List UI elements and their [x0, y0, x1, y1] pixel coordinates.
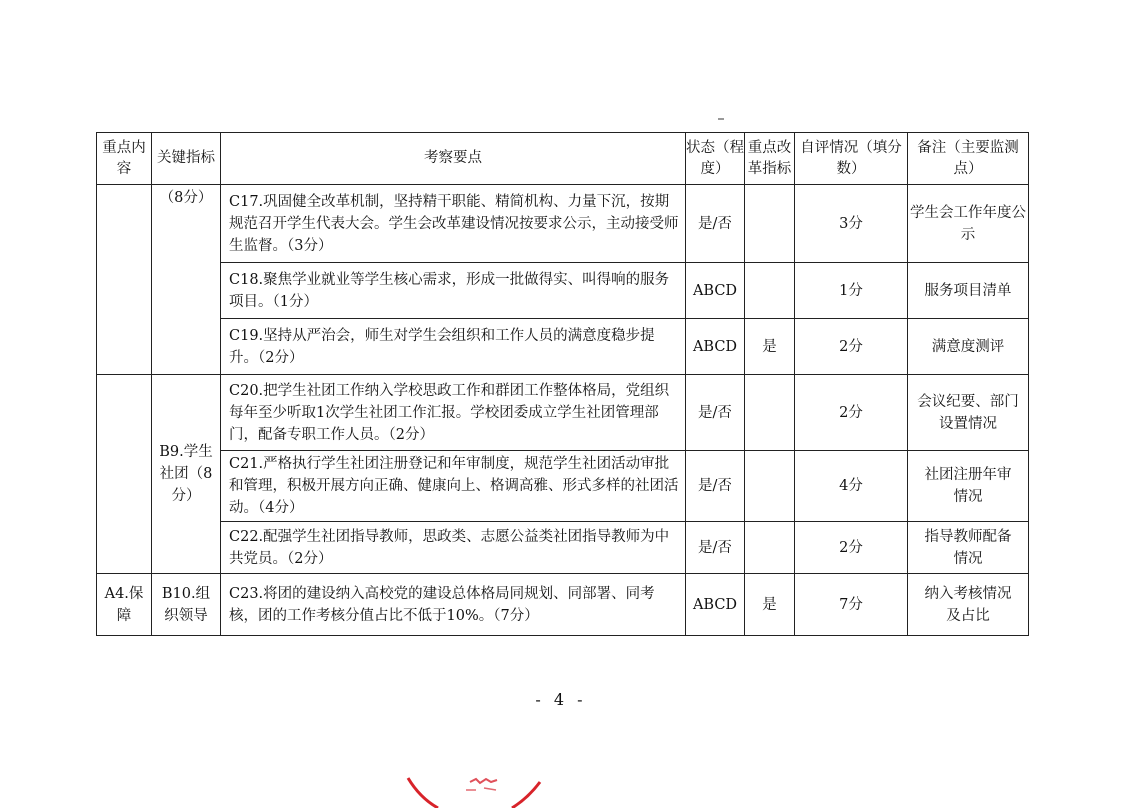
reform-cell — [745, 375, 795, 451]
check-point-text: C19.坚持从严治会，师生对学生会组织和工作人员的满意度稳步提升。（2分） — [221, 319, 686, 375]
score-cell: 2分 — [795, 522, 908, 574]
remark-cell: 满意度测评 — [908, 319, 1029, 375]
scan-mark — [718, 118, 724, 120]
focus-content-cell — [97, 185, 152, 375]
score-cell: 2分 — [795, 375, 908, 451]
reform-cell: 是 — [745, 319, 795, 375]
score-cell: 2分 — [795, 319, 908, 375]
header-remarks: 备注（主要监测点） — [908, 133, 1029, 185]
table-row — [97, 319, 1029, 375]
table-row — [97, 263, 1029, 319]
header-self-eval: 自评情况（填分数） — [795, 133, 908, 185]
table-row — [97, 185, 1029, 263]
status-cell: ABCD — [686, 319, 745, 375]
check-point-text: C18.聚焦学业就业等学生核心需求，形成一批做得实、叫得响的服务项目。（1分） — [221, 263, 686, 319]
table-row — [97, 375, 1029, 451]
status-cell: ABCD — [686, 263, 745, 319]
evaluation-table — [96, 132, 1029, 636]
remark-cell: 服务项目清单 — [908, 263, 1029, 319]
status-cell: 是/否 — [686, 375, 745, 451]
remark-cell: 会议纪要、部门设置情况 — [908, 375, 1029, 451]
page-number: - 4 - — [535, 690, 587, 709]
check-point-text: C20.把学生社团工作纳入学校思政工作和群团工作整体格局，党组织每年至少听取1次学生社团工作汇报。学校团委成立学生社团管理部门，配备专职工作人员。（2分） — [221, 375, 686, 451]
score-cell: 3分 — [795, 185, 908, 263]
header-row — [97, 133, 1029, 185]
key-indicator-cell: B9.学生社团（8分） — [152, 375, 221, 574]
table-row — [97, 451, 1029, 522]
evaluation-table-container — [96, 132, 1028, 636]
check-point-text: C22.配强学生社团指导教师，思政类、志愿公益类社团指导教师为中共党员。（2分） — [221, 522, 686, 574]
key-indicator-cell: B10.组织领导 — [152, 574, 221, 636]
header-status: 状态（程度） — [686, 133, 745, 185]
status-cell: ABCD — [686, 574, 745, 636]
reform-cell: 是 — [745, 574, 795, 636]
header-check-points: 考察要点 — [221, 133, 686, 185]
check-point-text: C23.将团的建设纳入高校党的建设总体格局同规划、同部署、同考核，团的工作考核分值占比不低于10%。（7分） — [221, 574, 686, 636]
table-row — [97, 574, 1029, 636]
red-stamp-fragment — [400, 768, 560, 808]
status-cell: 是/否 — [686, 185, 745, 263]
score-cell: 4分 — [795, 451, 908, 522]
header-reform-focus: 重点改革指标 — [745, 133, 795, 185]
remark-cell: 纳入考核情况及占比 — [908, 574, 1029, 636]
remark-cell: 学生会工作年度公示 — [908, 185, 1029, 263]
focus-content-cell — [97, 375, 152, 574]
status-cell: 是/否 — [686, 451, 745, 522]
check-point-text: C21.严格执行学生社团注册登记和年审制度，规范学生社团活动审批和管理，积极开展方向正确、健康向上、格调高雅、形式多样的社团活动。（4分） — [221, 451, 686, 522]
score-cell: 7分 — [795, 574, 908, 636]
reform-cell — [745, 522, 795, 574]
reform-cell — [745, 451, 795, 522]
reform-cell — [745, 185, 795, 263]
focus-content-cell: A4.保障 — [97, 574, 152, 636]
key-indicator-cell: （8分） — [152, 185, 221, 375]
score-cell: 1分 — [795, 263, 908, 319]
header-key-indicator: 关键指标 — [152, 133, 221, 185]
remark-cell: 指导教师配备情况 — [908, 522, 1029, 574]
table-row — [97, 522, 1029, 574]
status-cell: 是/否 — [686, 522, 745, 574]
remark-cell: 社团注册年审情况 — [908, 451, 1029, 522]
check-point-text: C17.巩固健全改革机制，坚持精干职能、精简机构、力量下沉，按期规范召开学生代表大会。学生会改革建设情况按要求公示，主动接受师生监督。（3分） — [221, 185, 686, 263]
reform-cell — [745, 263, 795, 319]
header-focus-content: 重点内容 — [97, 133, 152, 185]
